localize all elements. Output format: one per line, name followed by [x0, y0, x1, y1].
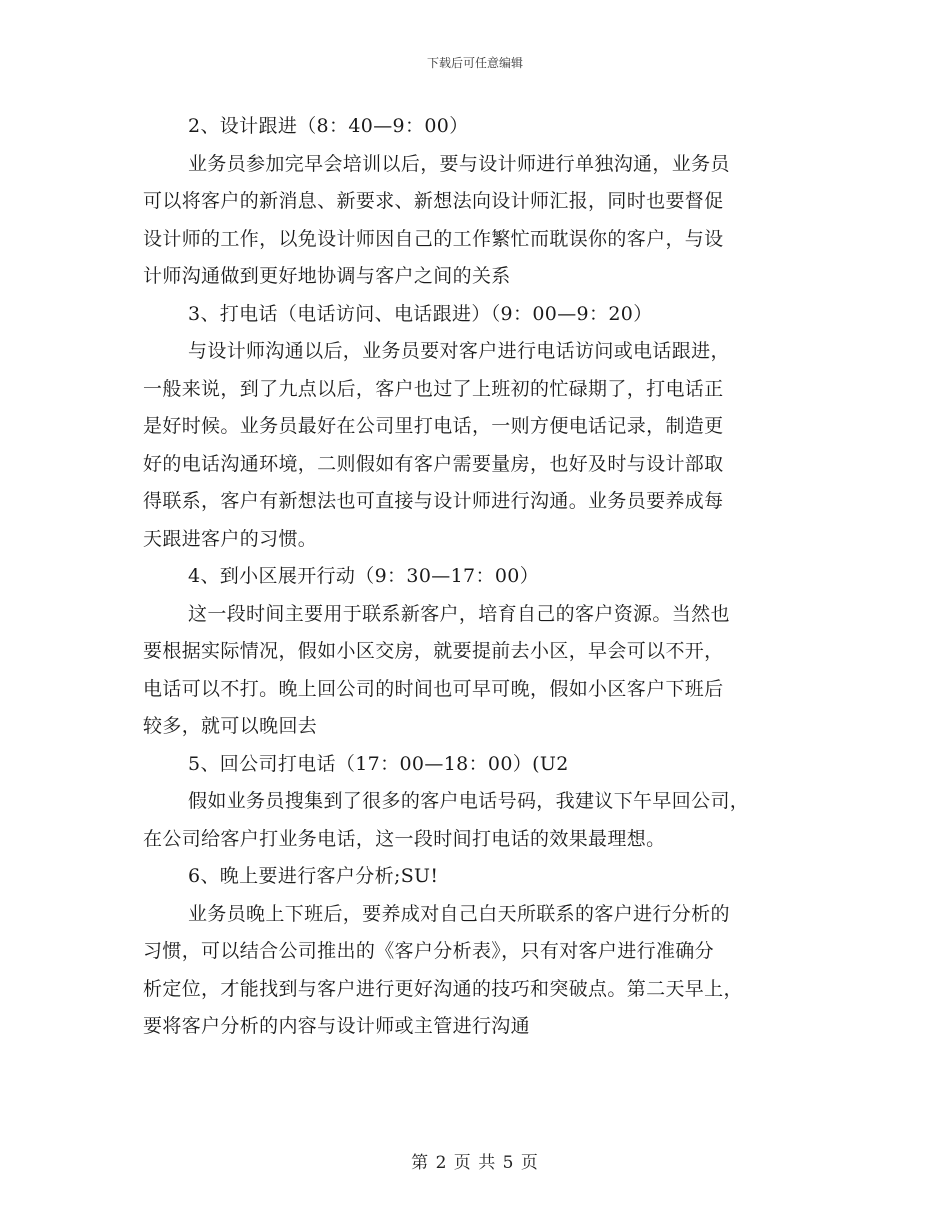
body-line: 可以将客户的新消息、新要求、新想法向设计师汇报，同时也要督促 [143, 190, 724, 212]
body-line: 在公司给客户打业务电话，这一段时间打电话的效果最理想。 [143, 827, 666, 850]
body-line: 业务员参加完早会培训以后，要与设计师进行单独沟通，业务员 [188, 152, 730, 175]
body-line: 要根据实际情况，假如小区交房，就要提前去小区，早会可以不开， [143, 640, 724, 662]
body-line: 一般来说，到了九点以后，客户也过了上班初的忙碌期了，打电话正 [143, 377, 724, 400]
body-line: 业务员晚上下班后，要养成对自己白天所联系的客户进行分析的 [188, 902, 730, 925]
body-line: 6、晚上要进行客户分析;SU! [188, 865, 439, 887]
body-line: 假如业务员搜集到了很多的客户电话号码，我建议下午早回公司， [188, 790, 750, 812]
body-line: 天跟进客户的习惯。 [143, 527, 318, 550]
body-line: 2、设计跟进（8：40—9：00） [188, 115, 469, 137]
body-line: 4、到小区展开行动（9：30—17：00） [188, 565, 540, 587]
body-line: 要将客户分析的内容与设计师或主管进行沟通 [143, 1015, 531, 1037]
body-line: 得联系，客户有新想法也可直接与设计师进行沟通。业务员要养成每 [143, 490, 724, 512]
page-header: 下载后可任意编辑 [426, 56, 523, 70]
body-line: 设计师的工作，以免设计师因自己的工作繁忙而耽误你的客户，与设 [143, 227, 724, 250]
document-body [143, 108, 808, 1046]
body-line: 这一段时间主要用于联系新客户，培育自己的客户资源。当然也 [188, 602, 730, 625]
body-line: 3、打电话（电话访问、电话跟进）（9：00—9：20） [188, 302, 653, 325]
body-line: 计师沟通做到更好地协调与客户之间的关系 [143, 265, 511, 287]
body-line: 习惯，可以结合公司推出的《客户分析表》，只有对客户进行准确分 [143, 940, 715, 962]
body-line: 是好时候。业务员最好在公司里打电话，一则方便电话记录，制造更 [143, 415, 724, 437]
body-line: 5、回公司打电话（17：00—18：00）(U2 [188, 752, 569, 775]
body-line: 与设计师沟通以后，业务员要对客户进行电话访问或电话跟进， [188, 340, 730, 362]
body-line: 好的电话沟通环境，二则假如有客户需要量房，也好及时与设计部取 [143, 452, 724, 475]
body-line: 电话可以不打。晚上回公司的时间也可早可晚，假如小区客户下班后 [143, 677, 724, 700]
page-footer: 第 2 页 共 5 页 [411, 1153, 539, 1173]
body-line: 析定位，才能找到与客户进行更好沟通的技巧和突破点。第二天早上， [143, 977, 743, 1000]
body-line: 较多，就可以晚回去 [143, 715, 318, 737]
